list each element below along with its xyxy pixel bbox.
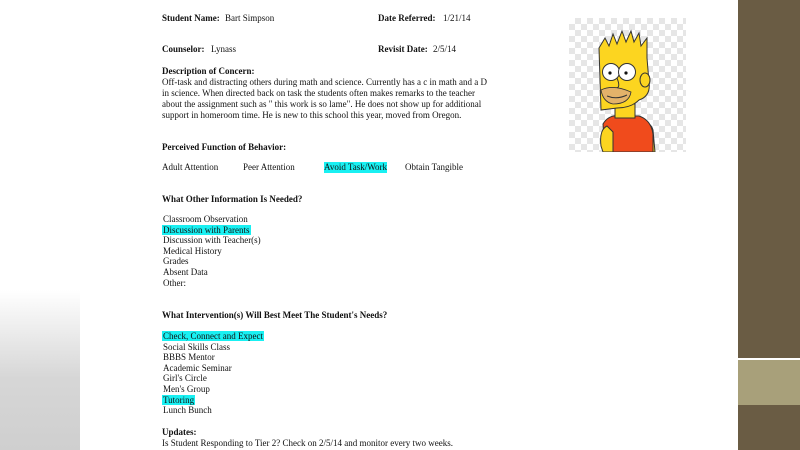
sidebar-band-middle	[738, 360, 800, 405]
student-name-label: Student Name:	[162, 13, 220, 23]
intervention-item-girl-s-circle: Girl's Circle	[163, 373, 207, 384]
updates-heading: Updates:	[162, 427, 197, 437]
list-item	[162, 395, 264, 406]
info-item-discussion-with-teacher-s-: Discussion with Teacher(s)	[163, 235, 261, 246]
function-option-adult-attention: Adult Attention	[162, 162, 219, 172]
revisit-date-label: Revisit Date:	[378, 44, 428, 54]
intervention-item-lunch-bunch: Lunch Bunch	[163, 405, 212, 416]
list-item	[162, 331, 264, 342]
intervention-item-tutoring: Tutoring	[163, 394, 195, 405]
list-item	[162, 267, 262, 278]
student-picture	[569, 18, 686, 152]
info-heading: What Other Information Is Needed?	[162, 194, 303, 204]
function-option-avoid-task-work: Avoid Task/Work	[324, 162, 388, 172]
interventions-heading: What Intervention(s) Will Best Meet The Student's Needs?	[162, 310, 388, 320]
info-item-other-: Other:	[163, 277, 186, 288]
function-heading: Perceived Function of Behavior:	[162, 142, 287, 152]
list-item	[162, 384, 264, 395]
intervention-item-check-connect-and-expect: Check, Connect and Expect	[163, 331, 263, 341]
function-option-peer-attention: Peer Attention	[243, 162, 295, 172]
info-item-absent-data: Absent Data	[163, 266, 208, 277]
list-item	[162, 246, 262, 257]
info-item-grades: Grades	[163, 256, 189, 267]
list-item	[162, 352, 264, 363]
info-item-discussion-with-parents: Discussion with Parents	[163, 224, 250, 235]
intervention-item-bbbs-mentor: BBBS Mentor	[163, 352, 215, 363]
list-item	[162, 214, 262, 225]
intervention-item-academic-seminar: Academic Seminar	[163, 362, 232, 373]
list-item	[162, 342, 264, 353]
counselor-value: Lynass	[211, 44, 237, 54]
counselor-label: Counselor:	[162, 44, 205, 54]
function-options	[162, 162, 492, 173]
sidebar-band-bottom	[738, 405, 800, 450]
updates-text: Is Student Responding to Tier 2? Check on 2/5/14 and monitor every two weeks.	[162, 438, 453, 448]
function-option-obtain-tangible: Obtain Tangible	[405, 162, 463, 172]
info-item-medical-history: Medical History	[163, 245, 222, 256]
intervention-item-men-s-group: Men's Group	[163, 383, 210, 394]
info-item-classroom-observation: Classroom Observation	[163, 214, 248, 224]
intervention-item-social-skills-class: Social Skills Class	[163, 341, 231, 352]
date-referred-label: Date Referred:	[378, 13, 436, 23]
revisit-date-value: 2/5/14	[433, 44, 457, 54]
info-list	[162, 214, 262, 288]
list-item	[162, 225, 262, 236]
list-item	[162, 405, 264, 416]
list-item	[162, 235, 262, 246]
date-referred-value: 1/21/14	[443, 13, 471, 23]
student-name-value: Bart Simpson	[225, 13, 275, 23]
list-item	[162, 373, 264, 384]
list-item	[162, 278, 262, 289]
list-item	[162, 363, 264, 374]
list-item	[162, 256, 262, 267]
concern-heading: Description of Concern:	[162, 66, 255, 76]
sidebar-band-top	[738, 0, 800, 358]
interventions-list	[162, 331, 264, 416]
concern-text: Off-task and distracting others during math and science. Currently has a c in math and a D in science. When directed back on task the students often makes remarks to the teacher about the assignment such as " this work is so lame". He does not show up for additional support in homeroom time. He is new to this school this year, moved from Oregon.	[162, 77, 487, 120]
bart-simpson-illustration	[569, 18, 686, 152]
